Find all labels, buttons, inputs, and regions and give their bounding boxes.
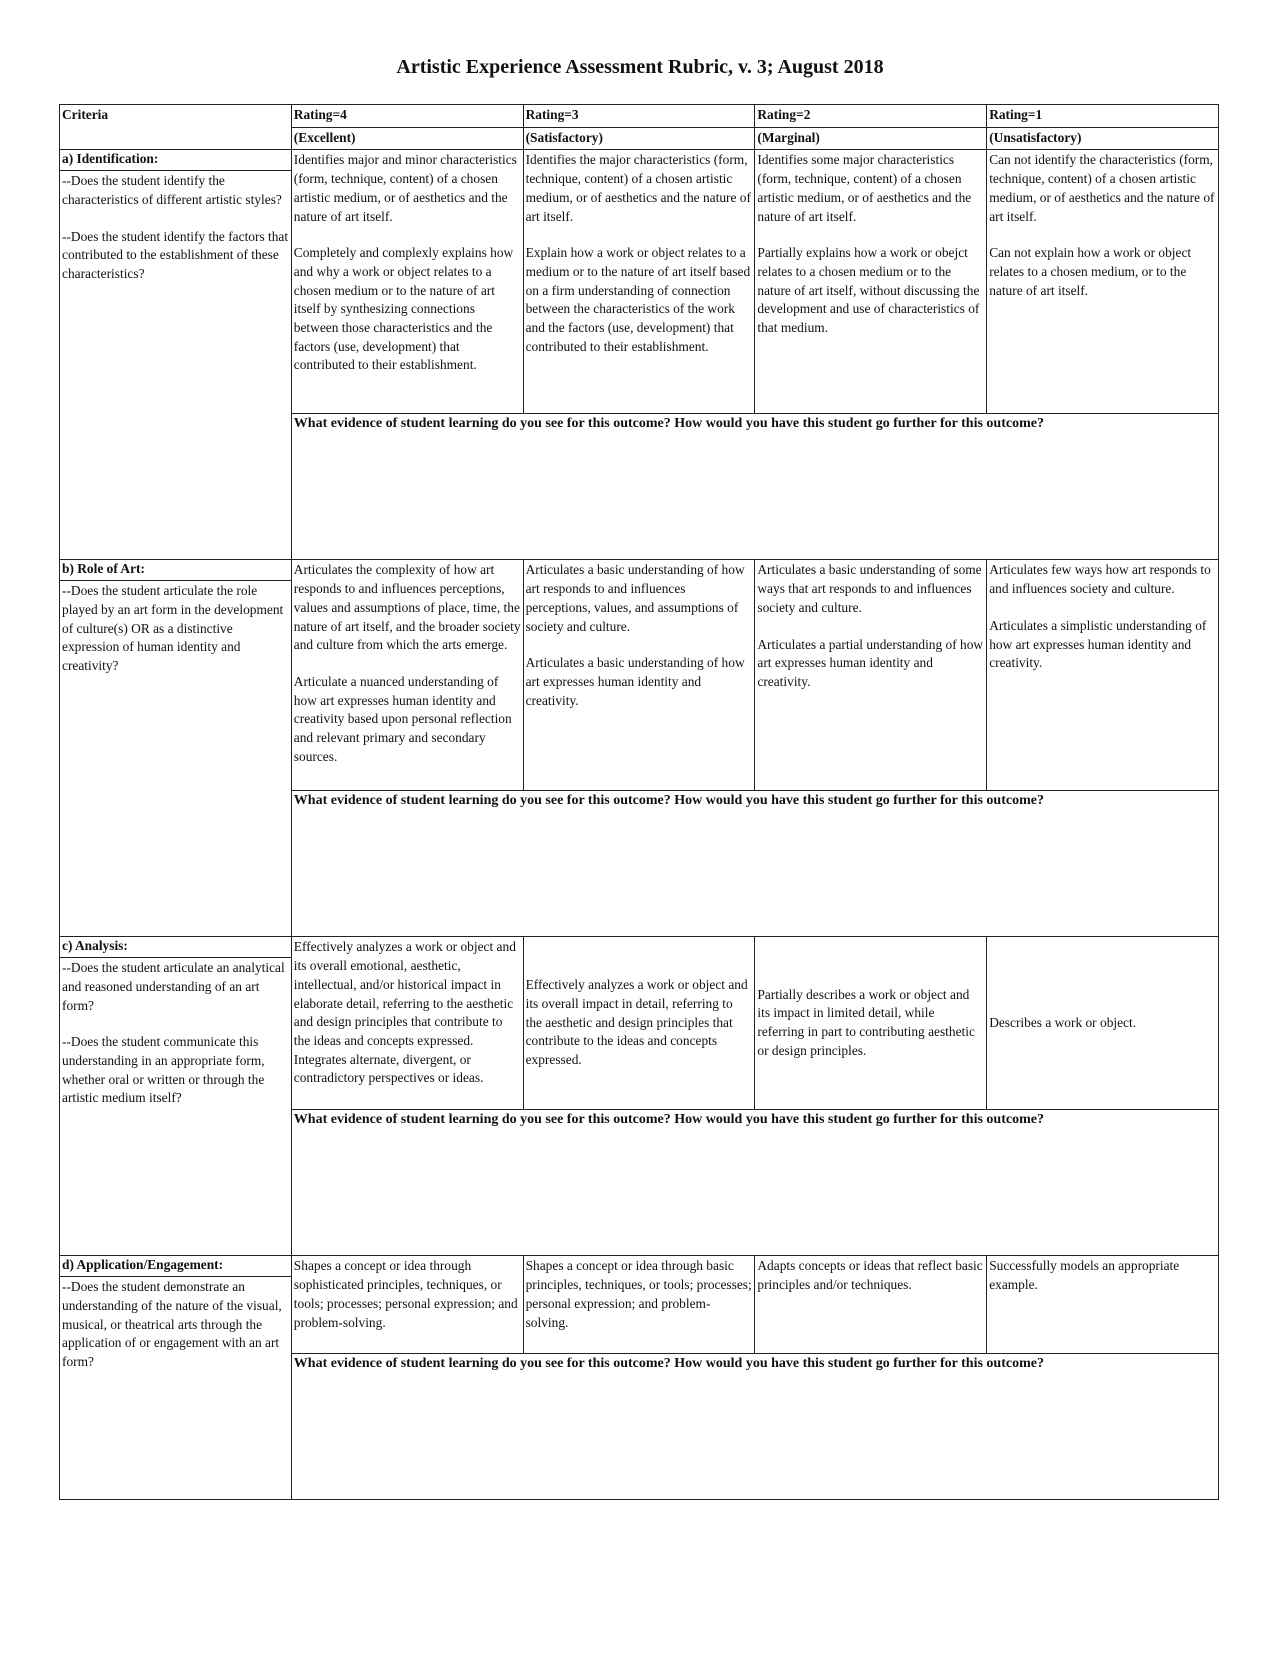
- evidence-prompt[interactable]: What evidence of student learning do you see for this outcome? How would you have this student go further for this outcome?: [291, 1354, 1218, 1500]
- section-row: [60, 937, 1219, 1110]
- rating-3-label: (Satisfactory): [523, 127, 755, 150]
- rating-2-cell: [755, 1256, 987, 1354]
- cell-text: Articulates a basic understanding of how art expresses human identity and creativity.: [525, 655, 745, 708]
- cell-text: Can not explain how a work or object relates to a chosen medium, or to the nature of art itself.: [989, 245, 1192, 298]
- cell-text: Effectively analyzes a work or object and its overall impact in detail, referring to the aesthetic and design principles that contribute to the ideas and concepts expressed.: [525, 977, 748, 1067]
- cell-text: Shapes a concept or idea through sophisticated principles, techniques, or tools; processes; personal expression; and problem-solving.: [293, 1258, 518, 1330]
- rating-2-label: (Marginal): [755, 127, 987, 150]
- cell-text: Articulates a simplistic understanding of how art expresses human identity and creativity.: [989, 617, 1207, 671]
- rating-1-cell: [987, 150, 1219, 414]
- rating-3-cell: [523, 937, 755, 1110]
- cell-text: Adapts concepts or ideas that reflect basic principles and/or techniques.: [757, 1258, 983, 1293]
- rating-4-cell: [291, 560, 523, 791]
- cell-text: Identifies the major characteristics (form, technique, content) of a chosen artistic medium, or of aesthetics and the nature of art itself.: [525, 152, 751, 224]
- rating-4-cell: [291, 150, 523, 414]
- criteria-name: c) Analysis:: [60, 937, 291, 958]
- criteria-cell: [60, 937, 292, 1256]
- criteria-cell: [60, 560, 292, 937]
- rating-2-cell: [755, 150, 987, 414]
- page-title: Artistic Experience Assessment Rubric, v. 3; August 2018: [396, 56, 884, 78]
- rating-3-cell: [523, 1256, 755, 1354]
- criteria-question: --Does the student identify the characteristics of different artistic styles?: [62, 173, 282, 207]
- cell-text: Can not identify the characteristics (form, technique, content) of a chosen artistic medium, or of aesthetics and the nature of art itself.: [989, 152, 1215, 224]
- rating-3-cell: [523, 150, 755, 414]
- rating-1-header: Rating=1: [987, 105, 1219, 128]
- criteria-question: --Does the student demonstrate an understanding of the nature of the visual, musical, or theatrical arts through the application of or engagement with an art form?: [62, 1279, 282, 1369]
- cell-text: Articulates a basic understanding of how art responds to and influences perceptions, values, and assumptions of society and culture.: [525, 562, 745, 634]
- cell-text: Articulate a nuanced understanding of how art expresses human identity and creativity based upon personal reflection and relevant primary and secondary sources.: [293, 673, 512, 764]
- rating-2-cell: [755, 560, 987, 791]
- rating-1-cell: [987, 560, 1219, 791]
- rating-1-cell: [987, 1256, 1219, 1354]
- criteria-cell: [60, 1256, 292, 1500]
- rating-1-label: (Unsatisfactory): [987, 127, 1219, 150]
- criteria-name: d) Application/Engagement:: [60, 1256, 291, 1277]
- rating-4-cell: [291, 1256, 523, 1354]
- rating-1-cell: [987, 937, 1219, 1110]
- cell-text: Shapes a concept or idea through basic principles, techniques, or tools; processes; personal expression; and problem-solving.: [525, 1258, 752, 1330]
- cell-text: Articulates few ways how art responds to and influences society and culture.: [989, 562, 1211, 597]
- cell-text: Explain how a work or object relates to a medium or to the nature of art itself based on a firm understanding of connection between the characteristics of the work and the factors (use, development) that contributed to their establishment.: [525, 245, 751, 354]
- rating-2-header: Rating=2: [755, 105, 987, 128]
- criteria-question: --Does the student communicate this understanding in an appropriate form, whether oral or written or through the artistic medium itself?: [62, 1034, 265, 1106]
- cell-text: Effectively analyzes a work or object and its overall emotional, aesthetic, intellectual, and/or historical impact in elaborate detail, referring to the aesthetic and design principles that contribute to the ideas and concepts expressed. Integrates alternate, divergent, or contradictory perspectives or ideas.: [293, 939, 516, 1086]
- rating-3-cell: [523, 560, 755, 791]
- cell-text: Partially describes a work or object and its impact in limited detail, while referring in part to contributing aesthetic or design principles.: [757, 986, 975, 1058]
- evidence-prompt[interactable]: What evidence of student learning do you see for this outcome? How would you have this student go further for this outcome?: [291, 414, 1218, 560]
- criteria-question: --Does the student articulate the role played by an art form in the development of culture(s) OR as a distinctive expression of human identity and creativity?: [62, 583, 284, 673]
- cell-text: Describes a work or object.: [989, 1014, 1137, 1030]
- criteria-question: --Does the student articulate an analytical and reasoned understanding of an art form?: [62, 960, 285, 1013]
- cell-text: Partially explains how a work or obejct relates to a chosen medium or to the nature of art itself, without discussing the development and use of characteristics of that medium.: [757, 245, 980, 336]
- section-row: [60, 560, 1219, 791]
- criteria-header: Criteria: [60, 105, 292, 150]
- rating-3-header: Rating=3: [523, 105, 755, 128]
- cell-text: Completely and complexly explains how and why a work or object relates to a chosen medium or to the nature of art itself by synthesizing connections between those characteristics and the factors (use, development) that contributed to their establishment.: [293, 245, 514, 373]
- criteria-name: b) Role of Art:: [60, 560, 291, 581]
- cell-text: Identifies major and minor characteristics (form, technique, content) of a chosen artistic medium, or of aesthetics and the nature of art itself.: [293, 152, 517, 224]
- criteria-name: a) Identification:: [60, 150, 291, 171]
- cell-text: Identifies some major characteristics (form, technique, content) of a chosen artistic medium, or of aesthetics and the nature of art itself.: [757, 152, 972, 224]
- criteria-question: --Does the student identify the factors that contributed to the establishment of these characteristics?: [62, 228, 289, 281]
- section-row: [60, 150, 1219, 414]
- rating-2-cell: [755, 937, 987, 1110]
- cell-text: Articulates a partial understanding of how art expresses human identity and creativity.: [757, 636, 984, 689]
- section-row: [60, 1256, 1219, 1354]
- evidence-prompt[interactable]: What evidence of student learning do you see for this outcome? How would you have this student go further for this outcome?: [291, 1110, 1218, 1256]
- cell-text: Articulates the complexity of how art responds to and influences perceptions, values and assumptions of place, time, the nature of art itself, and the broader society and culture from which the arts emerge.: [293, 562, 521, 653]
- cell-text: Successfully models an appropriate example.: [989, 1258, 1180, 1293]
- cell-text: Articulates a basic understanding of some ways that art responds to and influences society and culture.: [757, 562, 982, 615]
- evidence-prompt[interactable]: What evidence of student learning do you see for this outcome? How would you have this student go further for this outcome?: [291, 791, 1218, 937]
- rubric-table: [59, 104, 1219, 1500]
- rating-4-header: Rating=4: [291, 105, 523, 128]
- header-row: [60, 105, 1219, 128]
- rating-4-label: (Excellent): [291, 127, 523, 150]
- criteria-cell: [60, 150, 292, 560]
- rating-4-cell: [291, 937, 523, 1110]
